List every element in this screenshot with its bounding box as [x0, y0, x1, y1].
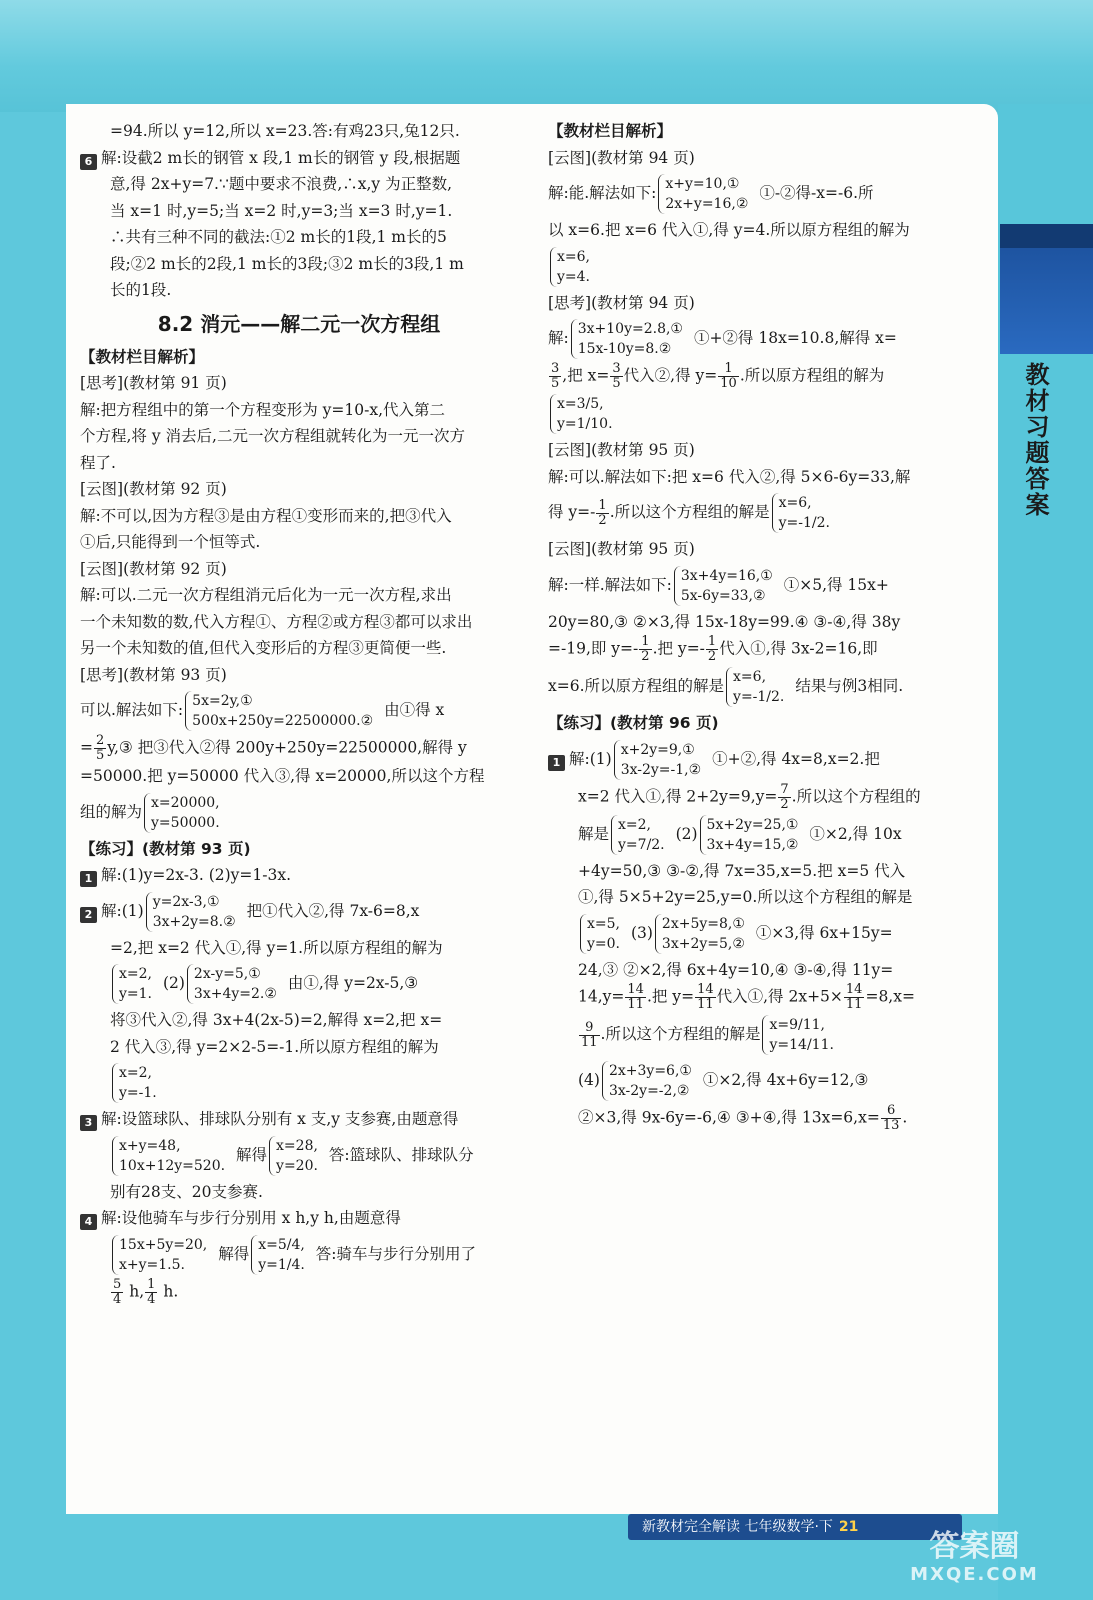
text-line: 把①代入②,得 7x-6=8,x [246, 901, 420, 920]
equation-system [655, 914, 749, 954]
fraction [718, 362, 739, 391]
equation: x=6, [733, 669, 767, 685]
equation-system [772, 493, 834, 533]
numerator: 3 [612, 362, 621, 376]
topic-tag: [云图](教材第 95 页) [548, 540, 695, 558]
text-line: 别有28支、20支参赛. [110, 1182, 263, 1201]
text-line: .所以这个方程组的解是 [609, 503, 770, 521]
text-line: 14,y= [578, 987, 625, 1006]
numerator: 1 [718, 362, 739, 377]
equation-system [602, 1061, 696, 1101]
text-line: x=2 代入①,得 2+2y=9,y= [578, 787, 778, 805]
section-title: 8.2 消元——解二元一次方程组 [157, 311, 441, 336]
equation: 3x-2y=-2,② [608, 1083, 690, 1099]
equation: 3x-2y=-1,② [620, 761, 702, 778]
equation: y=-1. [119, 1085, 157, 1101]
equation: x=28, [276, 1137, 318, 1154]
text-line: 代入①,得 2x+5× [716, 987, 843, 1006]
text-line: 解:设他骑车与步行分别用 x h,y h,由题意得 [101, 1209, 401, 1227]
fraction [639, 635, 651, 664]
fraction [625, 983, 646, 1012]
text-line: .把 y=- [652, 639, 705, 658]
equation-system [187, 964, 281, 1004]
text-line: 另一个未知数的值,但代入变形后的方程③更简便一些. [80, 639, 447, 657]
text-line: ∴共有三种不同的截法:①2 m长的1段,1 m长的5 [110, 228, 447, 246]
topic-tag: [云图](教材第 92 页) [80, 480, 227, 498]
equation: y=2x-3,① [152, 893, 220, 910]
equation: 3x+2y=5,② [661, 935, 745, 952]
fraction [111, 1278, 123, 1307]
topic-tag: [云图](教材第 92 页) [80, 559, 227, 578]
equation-system [112, 964, 156, 1004]
numerator: 7 [780, 782, 789, 797]
equation: x+2y=9,① [620, 741, 695, 758]
exercise-number-badge: 6 [80, 154, 97, 170]
watermark-text: 答案圈 [929, 1529, 1020, 1564]
equation-system [146, 892, 240, 932]
text-line: 个方程,将 y 消去后,二元一次方程组就转化为一元一次方 [80, 427, 465, 445]
text-line: 以 x=6.把 x=6 代入①,得 y=4.所以原方程组的解为 [548, 221, 910, 239]
equation-system [571, 319, 687, 359]
equation-system [185, 691, 377, 731]
equation-system [674, 566, 777, 606]
equation: x=20000, [151, 794, 220, 811]
equation: y=1/10. [557, 416, 613, 432]
text-line: 24,③ ②×2,得 6x+4y=10,④ ③-④,得 11y= [578, 960, 894, 979]
numerator: 14 [627, 983, 644, 997]
text-line: y,③ 把③代入②得 200y+250y=22500000,解得 y [107, 738, 467, 757]
equation: y=14/11. [769, 1037, 834, 1053]
exercise-number-badge: 3 [80, 1115, 97, 1131]
fraction [695, 983, 716, 1012]
text-line: 段;②2 m长的2段,1 m长的3段;③2 m长的3段,1 m [110, 254, 464, 273]
text-line: h. [163, 1282, 179, 1300]
denominator: 13 [882, 1118, 900, 1133]
text-line: ①+②得 18x=10.8,解得 x= [693, 329, 897, 347]
equation-system [726, 667, 788, 707]
topic-tag: [思考](教材第 94 页) [548, 293, 695, 312]
denominator: 11 [627, 997, 644, 1012]
text-line: 由①,得 y=2x-5,③ [287, 974, 419, 992]
numerator: 1 [641, 635, 650, 649]
denominator: 11 [845, 997, 863, 1012]
text-line: (3) [630, 923, 653, 942]
text-line: =50000.把 y=50000 代入③,得 x=20000,所以这个方程 [80, 767, 485, 785]
denominator: 2 [598, 512, 607, 528]
equation-system [269, 1136, 322, 1176]
equation: 2x+5y=8,① [661, 915, 745, 932]
fraction [610, 362, 622, 391]
site-watermark [862, 1530, 1087, 1594]
text-line: 解:能.解法如下: [548, 184, 657, 202]
fraction [596, 499, 608, 528]
text-line: 解:一样.解法如下: [548, 575, 672, 594]
equation: 2x-y=5,① [193, 966, 261, 982]
equation-system [762, 1015, 837, 1055]
text-line: (4) [578, 1071, 600, 1089]
equation-system [144, 793, 224, 833]
left-column [80, 118, 518, 1307]
text-line: +4y=50,③ ③-②,得 7x=35,x=5.把 x=5 代入 [578, 861, 906, 880]
fraction [94, 734, 106, 763]
watermark-url: MXQE.COM [910, 1564, 1039, 1585]
denominator: 5 [612, 376, 621, 391]
equation: x+y=1.5. [119, 1256, 185, 1273]
equation: x+y=48, [119, 1137, 181, 1154]
numerator: 1 [147, 1277, 156, 1292]
text-line: 意,得 2x+y=7.∵题中要求不浪费,∴x,y 为正整数, [110, 175, 453, 193]
equation: 5x-6y=33,② [680, 587, 766, 604]
text-line: 解是 [578, 824, 610, 843]
topic-tag: [云图](教材第 95 页) [548, 441, 695, 459]
fraction [145, 1278, 157, 1307]
text-line: ①×2,得 4x+6y=12,③ [702, 1071, 869, 1089]
text-line: .把 y= [646, 987, 695, 1006]
equation-system [112, 1063, 161, 1103]
equation: x=6, [557, 248, 590, 265]
topic-tag: [思考](教材第 93 页) [80, 665, 227, 684]
text-line: 一个未知数的数,代入方程①、方程②或方程③都可以求出 [80, 612, 473, 631]
fraction [549, 362, 561, 391]
text-line: 解:(1)y=2x-3. (2)y=1-3x. [101, 866, 292, 884]
equation: 2x+y=16,② [665, 196, 749, 212]
chapter-tab-top [1000, 224, 1093, 248]
equation-system [614, 740, 705, 780]
text-line: 解:(1) [101, 901, 144, 920]
equation: 5x+2y=25,① [706, 816, 799, 833]
text-line: 解得 [236, 1145, 268, 1164]
equation: x=6, [778, 495, 812, 511]
text-line: ①+②,得 4x=8,x=2.把 [712, 749, 880, 768]
text-line: 解:可以.二元一次方程组消元后化为一元一次方程,求出 [80, 586, 452, 604]
equation: y=0. [587, 935, 620, 952]
equation: y=-1/2. [733, 689, 785, 705]
text-line: h, [129, 1282, 145, 1300]
numerator: 1 [707, 635, 717, 649]
page-number: 21 [838, 1519, 859, 1535]
text-line: 长的1段. [110, 281, 172, 299]
equation-system [550, 247, 594, 287]
equation-system [658, 174, 752, 214]
equation: x=5, [587, 915, 620, 932]
equation: 3x+10y=2.8,① [577, 321, 683, 337]
text-line: 解:设截2 m长的钢管 x 段,1 m长的钢管 y 段,根据题 [101, 148, 461, 167]
denominator: 5 [96, 748, 105, 763]
equation: y=1/4. [258, 1256, 305, 1273]
text-line: .所以原方程组的解为 [739, 366, 885, 385]
fraction [778, 783, 790, 812]
equation: 15x+5y=20, [119, 1236, 208, 1253]
text-line: 代入①,得 3x-2=16,即 [719, 639, 878, 658]
equation-system [112, 1235, 211, 1275]
text-line: 2 代入③,得 y=2×2-5=-1.所以原方程组的解为 [110, 1037, 439, 1056]
right-column [548, 118, 988, 1133]
text-line: 程了. [80, 453, 116, 472]
denominator: 4 [113, 1291, 122, 1307]
text-line: =2,把 x=2 代入①,得 y=1.所以原方程组的解为 [110, 938, 443, 957]
denominator: 2 [641, 649, 650, 664]
fraction [579, 1021, 600, 1050]
text-line: x=6.所以原方程组的解是 [548, 677, 725, 695]
denominator: 2 [780, 796, 789, 812]
side-label: 教材习题答案 [1021, 362, 1050, 518]
text-line: 可以.解法如下: [80, 701, 184, 719]
equation: x=3/5, [557, 396, 604, 412]
numerator: 14 [845, 983, 863, 997]
text-line: 解:把方程组中的第一个方程变形为 y=10-x,代入第二 [80, 400, 446, 419]
numerator: 2 [96, 734, 105, 748]
exercise-number-badge: 1 [548, 755, 565, 771]
text-line: .所以这个方程组的 [791, 787, 921, 805]
text-line: ①×3,得 6x+15y= [755, 923, 893, 942]
subsection-heading: 【练习】(教材第 96 页) [548, 714, 719, 732]
equation: y=1. [119, 986, 152, 1002]
text-line: 组的解为 [80, 802, 143, 821]
text-line: 解:(1) [569, 749, 612, 768]
top-background-band [0, 0, 1093, 112]
numerator: 5 [113, 1277, 122, 1292]
denominator: 4 [147, 1291, 156, 1307]
equation: 500x+250y=22500000.② [192, 713, 374, 729]
footer-title: 新教材完全解读 七年级数学·下 [642, 1519, 833, 1535]
equation: y=50000. [151, 814, 220, 831]
denominator: 5 [551, 376, 560, 391]
fraction [844, 983, 865, 1012]
equation-system [700, 815, 803, 855]
numerator: 9 [579, 1021, 600, 1036]
equation: x+y=10,① [665, 176, 740, 192]
text-line: 得 y=- [548, 503, 596, 521]
topic-tag: [思考](教材第 91 页) [80, 374, 227, 392]
numerator: 3 [551, 362, 560, 376]
numerator: 6 [881, 1104, 902, 1119]
text-line: 解得 [218, 1244, 250, 1263]
equation: 15x-10y=8.② [577, 341, 672, 357]
text-line: 当 x=1 时,y=5;当 x=2 时,y=3;当 x=3 时,y=1. [110, 201, 453, 220]
equation: x=2, [618, 816, 651, 833]
text-line: 解: [548, 329, 569, 347]
numerator: 14 [697, 983, 714, 997]
text-line: 将③代入②,得 3x+4(2x-5)=2,解得 x=2,把 x= [110, 1011, 443, 1029]
text-line: =-19,即 y=- [548, 639, 639, 658]
equation-system [550, 394, 617, 434]
text-line: ②×3,得 9x-6y=-6,④ ③+④,得 13x=6,x= [578, 1108, 880, 1127]
text-line: 20y=80,③ ②×3,得 15x-18y=99.④ ③-④,得 38y [548, 612, 901, 631]
text-line: ①×2,得 10x [809, 824, 902, 843]
denominator: 10 [720, 376, 737, 391]
fraction [881, 1104, 902, 1133]
text-line: . [902, 1108, 908, 1127]
equation: 10x+12y=520. [119, 1157, 226, 1174]
equation: 2x+3y=6,① [608, 1063, 692, 1079]
text-line: ①×5,得 15x+ [783, 575, 889, 594]
text-line: 答:骑车与步行分别用了 [315, 1244, 477, 1263]
equation: x=2, [119, 1065, 152, 1081]
exercise-number-badge: 4 [80, 1214, 97, 1230]
text-line: ①,得 5×5+2y=25,y=0.所以这个方程组的解是 [578, 888, 913, 906]
numerator: 1 [598, 497, 607, 513]
text-line: 解:不可以,因为方程③是由方程①变形而来的,把③代入 [80, 506, 452, 525]
equation: 3x+4y=2.② [193, 986, 277, 1002]
text-line: ①后,只能得到一个恒等式. [80, 533, 261, 551]
text-line: = [80, 738, 93, 757]
equation: y=20. [276, 1157, 318, 1174]
text-line: 解:设篮球队、排球队分别有 x 支,y 支参赛,由题意得 [101, 1110, 459, 1128]
subsection-heading: 【教材栏目解析】 [548, 122, 673, 140]
equation: y=-1/2. [778, 515, 830, 531]
equation: 3x+4y=15,② [706, 836, 799, 853]
text-line: .所以这个方程组的解是 [600, 1025, 761, 1043]
text-line: ,把 x= [562, 366, 610, 385]
exercise-number-badge: 2 [80, 907, 97, 923]
text-line: 结果与例3相同. [795, 677, 904, 695]
denominator: 11 [581, 1034, 598, 1050]
text-line: 答:篮球队、排球队分 [328, 1145, 474, 1164]
text-line: 代入②,得 y= [623, 366, 718, 385]
equation: x=9/11, [769, 1017, 825, 1033]
text-line: (2) [675, 824, 698, 843]
text-line: 解:可以.解法如下:把 x=6 代入②,得 5×6-6y=33,解 [548, 467, 911, 486]
exercise-number-badge: 1 [80, 871, 97, 887]
equation: 3x+4y=16,① [680, 567, 773, 584]
equation: y=7/2. [618, 836, 665, 853]
topic-tag: [云图](教材第 94 页) [548, 148, 695, 167]
fraction [706, 635, 718, 664]
equation: 5x=2y,① [192, 693, 253, 709]
text-line: ①-②得-x=-6.所 [759, 184, 874, 202]
denominator: 11 [697, 997, 714, 1012]
subsection-heading: 【练习】(教材第 93 页) [80, 839, 251, 858]
subsection-heading: 【教材栏目解析】 [80, 347, 205, 366]
text-line: =94.所以 y=12,所以 x=23.答:有鸡23只,兔12只. [110, 122, 460, 140]
text-line: =8,x= [865, 987, 915, 1006]
equation-system [112, 1136, 229, 1176]
equation: x=5/4, [258, 1236, 305, 1253]
equation: x=2, [119, 966, 152, 982]
text-line: (2) [162, 974, 185, 992]
equation-system [611, 815, 669, 855]
text-line: 由①得 x [384, 701, 445, 719]
denominator: 2 [707, 649, 717, 664]
equation-system [580, 914, 624, 954]
equation-system [251, 1235, 309, 1275]
equation: y=4. [557, 268, 590, 285]
equation: 3x+2y=8.② [152, 913, 236, 930]
